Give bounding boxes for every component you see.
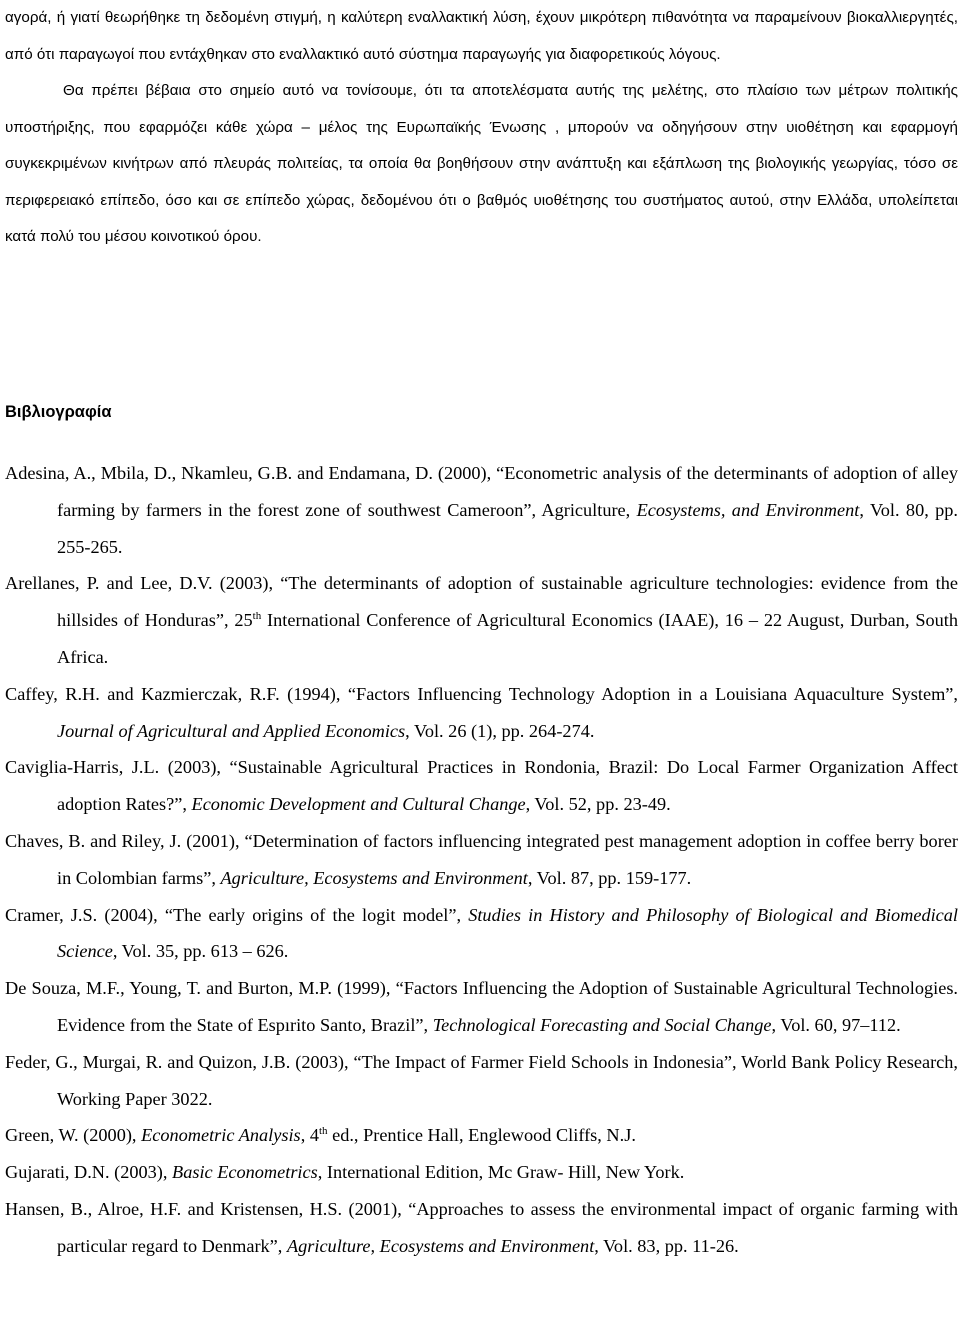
body-paragraph-2: Θα πρέπει βέβαια στο σημείο αυτό να τονίσουμε, ότι τα αποτελέσματα αυτής της μελέτης, στο πλαίσιο των μέτρων πολιτικής υποστήριξης, που εφαρμόζει κάθε χώρα – μέλος της Ευρωπαϊκής Ένωσης , μπορούν να οδηγήσουν στην υιοθέτηση και εφαρμογή συγκεκριμένων κινήτρων από πλευράς πολιτείας, τα οποία θα βοηθήσουν στην ανάπτυξη και εξάπλωση της βιολογικής γεωργίας, τόσο σε περιφερειακό επίπεδο, όσο και σε επίπεδο χώρας, δεδομένου ότι ο βαθμός υιοθέτησης του συστήματος αυτού, στην Ελλάδα, υπολείπεται κατά πολύ του μέσου κοινοτικού όρου.: [5, 82, 958, 245]
ref-source: Agriculture, Ecosystems and Environment: [220, 867, 528, 888]
reference-item: [5, 1154, 958, 1191]
ref-source: Studies in History and Philosophy of Biological and Biomedical Science: [57, 904, 959, 962]
ref-details: , Vol. 83, pp. 11-26.: [594, 1235, 739, 1256]
ref-details: , Vol. 87, pp. 159-177.: [527, 867, 692, 888]
reference-item: [5, 1191, 958, 1265]
ref-source: Agriculture, Ecosystems and Environment: [286, 1235, 595, 1256]
ref-details: , International Edition, Mc Graw- Hill, New York.: [317, 1162, 685, 1183]
ref-details: , Vol. 35, pp. 613 – 626.: [112, 941, 289, 962]
document-page: [5, 0, 959, 1256]
reference-item: [5, 1044, 958, 1118]
ref-details: , Vol. 80, pp. 255-265.: [57, 499, 958, 557]
ref-text: Chaves, B. and Riley, J. (2001), “Determination of factors influencing integrated pest management adoption in coffee berry borer in Colombian farms”,: [5, 830, 958, 888]
reference-item: [5, 1117, 958, 1154]
ref-details: , Vol. 26 (1), pp. 264-274.: [405, 720, 595, 741]
ref-text: Hansen, B., Alroe, H.F. and Kristensen, H.S. (2001), “Approaches to assess the environmental impact of organic farming with particular regard to Denmark”,: [5, 1198, 958, 1256]
reference-item: [5, 749, 958, 823]
reference-item: [5, 565, 958, 675]
ref-text: Arellanes, P. and Lee, D.V. (2003), “The determinants of adoption of sustainable agriculture technologies: evidence from the hillsides of Honduras”, 25: [5, 573, 958, 631]
ref-source: Economic Development and Cultural Change: [191, 794, 526, 815]
ref-text: Green, W. (2000),: [5, 1125, 142, 1146]
ref-source: Ecosystems, and Environment: [636, 499, 860, 520]
ref-details: , Vol. 60, 97–112.: [771, 1014, 901, 1035]
reference-list: [5, 455, 958, 1265]
ref-text: Caffey, R.H. and Kazmierczak, R.F. (1994), “Factors Influencing Technology Adoption in a Louisiana Aquaculture System”,: [5, 683, 958, 704]
ref-text-middle: , 4: [300, 1125, 319, 1146]
ref-details: International Conference of Agricultural Economics (IAAE), 16 – 22 August, Durban, South Africa.: [57, 610, 958, 667]
reference-item: [5, 455, 958, 565]
ref-text: Gujarati, D.N. (2003),: [5, 1162, 173, 1183]
ref-details: , Vol. 52, pp. 23-49.: [525, 794, 671, 815]
ref-text: Adesina, A., Mbila, D., Nkamleu, G.B. and Endamana, D. (2000), “Econometric analysis of the determinants of adoption of alley farming by farmers in the forest zone of southwest Cameroon”, Agriculture,: [5, 463, 958, 520]
ref-text: Feder, G., Murgai, R. and Quizon, J.B. (2003), “The Impact of Farmer Field Schools in Indonesia”, World Bank Policy Research, Working Paper 3022.: [5, 1051, 958, 1109]
ref-source: Econometric Analysis: [141, 1125, 301, 1146]
reference-item: [5, 823, 958, 897]
ref-text: De Souza, M.F., Young, T. and Burton, M.P. (1999), “Factors Influencing the Adoption of Sustainable Agricultural Technologies. Evidence from the State of Espırito Santo, Brazil”,: [5, 978, 958, 1035]
ref-source: Technological Forecasting and Social Change: [432, 1014, 772, 1035]
ref-source: Basic Econometrics: [172, 1162, 318, 1183]
ref-superscript: th: [318, 1125, 328, 1138]
body-paragraph-1: αγορά, ή γιατί θεωρήθηκε τη δεδομένη στιγμή, η καλύτερη εναλλακτική λύση, έχουν μικρότερη πιθανότητα να παραμείνουν βιοκαλλιεργητές, από ότι παραγωγοί που εντάχθηκαν στο εναλλακτικό αυτό σύστημα παραγωγής για διαφορετικούς λόγους.: [5, 9, 958, 63]
ref-source: Journal of Agricultural and Applied Economics: [57, 720, 406, 741]
reference-item: [5, 970, 958, 1044]
reference-item: [5, 897, 958, 971]
bibliography-heading: Βιβλιογραφία: [5, 403, 112, 421]
ref-details: ed., Prentice Hall, Englewood Cliffs, N.J.: [327, 1125, 636, 1146]
reference-item: [5, 676, 958, 750]
ref-text: Cramer, J.S. (2004), “The early origins of the logit model”,: [5, 904, 469, 925]
ref-superscript: th: [252, 610, 262, 623]
ref-text: Caviglia-Harris, J.L. (2003), “Sustainable Agricultural Practices in Rondonia, Brazil: Do Local Farmer Organization Affect adoption Rates?”,: [5, 757, 958, 815]
